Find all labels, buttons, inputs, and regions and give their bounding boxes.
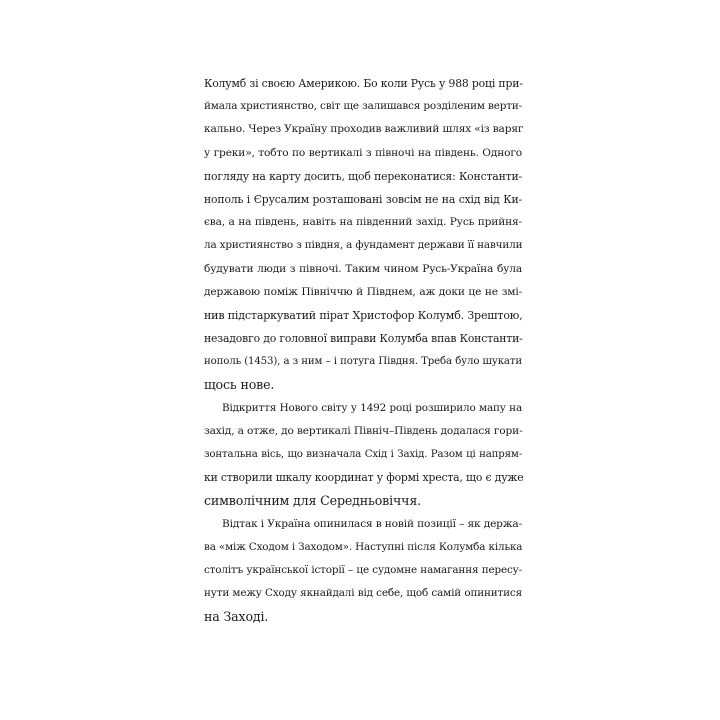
text-line: на Заході. (204, 609, 269, 625)
text-line: щось нове. (204, 377, 275, 393)
paragraph-1 (204, 72, 522, 397)
text-line: символічним для Середньовіччя. (204, 493, 421, 509)
text-line: Відкриття Нового світу у 1492 році розширило мапу на (222, 401, 522, 414)
text-line: будувати люди з півночі. Таким чином Русь-Україна була (204, 262, 522, 275)
text-line: Колумб зі своєю Америкою. Бо коли Русь у 988 році при- (204, 77, 523, 90)
text-line: ки створили шкалу координат у формі хреста, що є дуже (204, 471, 524, 485)
text-line: захід, а отже, до вертикалі Північ–Південь додалася гори- (204, 424, 523, 437)
paragraph-3 (204, 513, 522, 629)
text-line: нополь і Єрусалим розташовані зовсім не на схід від Ки- (204, 192, 522, 206)
text-line: ймала християнство, світ ще залишався розділеним верти- (204, 100, 522, 113)
text-line: ла християнство з півдня, а фундамент держави її навчили (204, 239, 523, 252)
text-line: Відтак і Україна опинилася в новій позиції – як держа- (222, 517, 523, 530)
text-line: погляду на карту досить, щоб переконатися: Константи- (204, 169, 522, 183)
paragraph-2 (204, 397, 522, 513)
text-line: кально. Через Україну проходив важливий шлях «із варяг (204, 123, 524, 136)
text-line: державою поміж Північчю й Півднем, аж доки це не змі- (204, 285, 522, 298)
text-line: у греки», тобто по вертикалі з півночі на південь. Одного (204, 146, 522, 159)
text-line: ва «між Сходом і Заходом». Наступні після Колумба кілька (204, 540, 523, 553)
text-line: нополь (1453), а з ним – і потуга Півдня. Треба було шукати (204, 356, 522, 368)
body-text (204, 72, 522, 629)
text-line: столітъ української історії – це судомне намагання пересу- (204, 563, 522, 576)
text-line: єва, а на південь, навіть на південний захід. Русь прийня- (204, 216, 522, 229)
text-line: нути межу Сходу якнайдалі від себе, щоб самій опинитися (204, 587, 522, 600)
text-line: нив підстаркуватий пірат Христофор Колумб. Зрештою, (204, 308, 523, 322)
text-line: зонтальна вісь, що визначала Схід і Захід. Разом ці напрям- (204, 449, 522, 460)
text-line: незадовго до головної виправи Колумба впав Константи- (204, 332, 523, 346)
